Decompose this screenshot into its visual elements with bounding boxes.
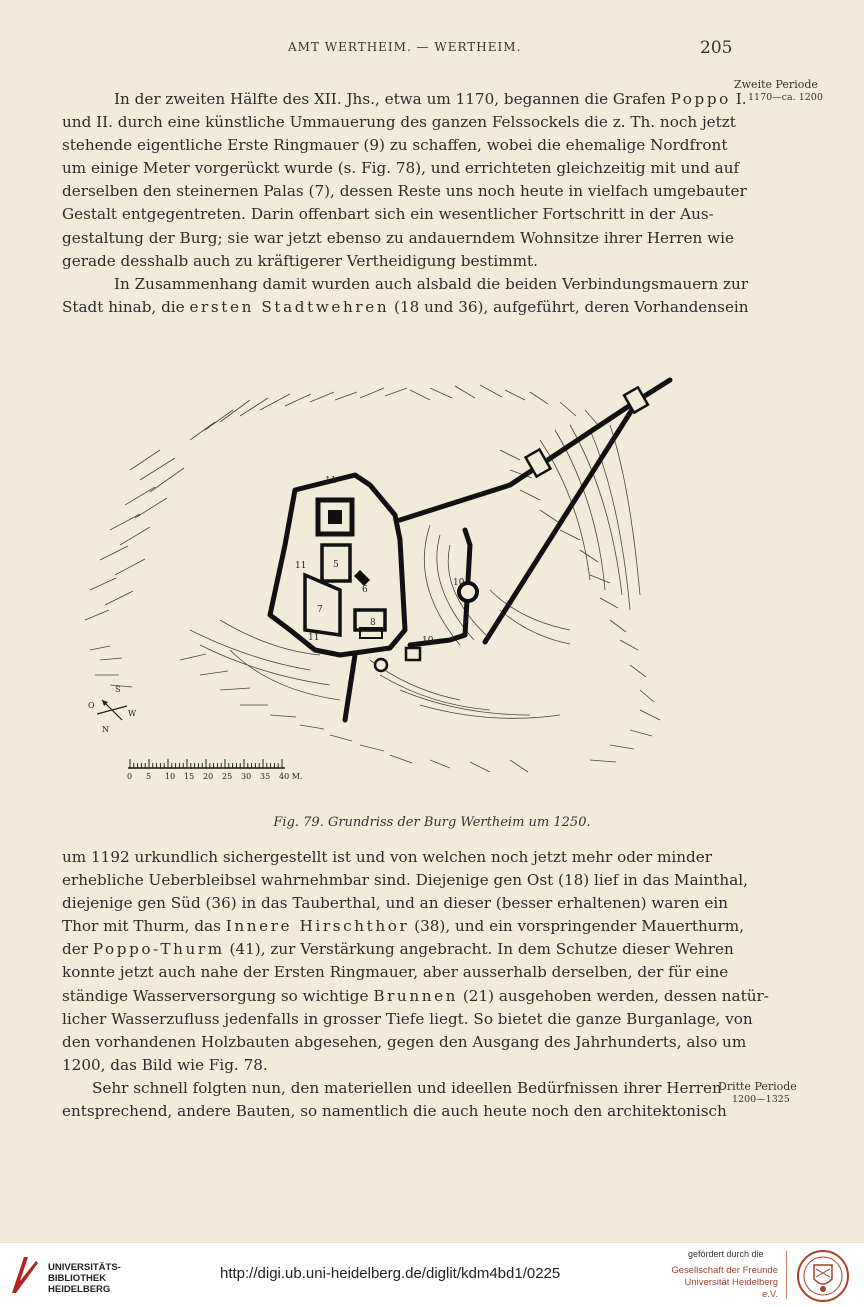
- text-run: der: [62, 940, 93, 959]
- text-line: gestaltung der Burg; sie war jetzt ebenso zu andauerndem Wohnsitze ihrer Herren wie: [62, 228, 734, 247]
- text-line: konnte jetzt auch nahe der Ersten Ringmauer, aber ausserhalb derselben, der für eine: [62, 963, 729, 982]
- text-run: ständige Wasserversorgung so wichtige: [62, 986, 374, 1005]
- text-line: um einige Meter vorgerückt wurde (s. Fig. 78), und errichteten gleichzeitig mit und auf: [62, 159, 740, 178]
- text-run: Thor mit Thurm, das: [62, 917, 226, 936]
- text-line: stehende eigentliche Erste Ringmauer (9) zu schaffen, wobei die ehemalige Nordfront: [62, 136, 728, 155]
- page-number: 205: [700, 38, 733, 58]
- scale-label: 35: [260, 772, 271, 781]
- compass-w: W: [128, 709, 137, 718]
- digitization-footer: [0, 1242, 864, 1307]
- text-line: In Zusammenhang damit wurden auch alsbald die beiden Verbindungsmauern zur: [114, 275, 749, 293]
- paragraph-3: [62, 846, 769, 1077]
- text-line: gerade desshalb auch zu kräftigerer Vertheidigung bestimmt.: [62, 251, 538, 270]
- society-name-line: Gesellschaft der Freunde: [671, 1265, 778, 1276]
- label-5: 5: [333, 560, 339, 570]
- paragraph-1: [62, 88, 747, 273]
- scale-bar: [127, 759, 302, 781]
- compass-s: S: [115, 685, 121, 694]
- paragraph-4: [62, 1077, 726, 1123]
- spaced-term-hirschthor: Innere Hirschthor: [225, 917, 410, 936]
- label-6: 6: [362, 585, 368, 595]
- scale-label: 40 M.: [279, 772, 303, 781]
- text-run: (21) ausgehoben werden, dessen natür-: [458, 986, 769, 1005]
- castle-floor-plan-figure: [70, 330, 720, 805]
- text-line: 1200, das Bild wie Fig. 78.: [62, 1055, 268, 1074]
- text-run: (38), und ein vorspringender Mauerthurm,: [409, 917, 745, 936]
- compass-rose: [88, 685, 137, 734]
- society-name-line: Universität Heidelberg e.V.: [684, 1277, 778, 1300]
- spaced-term-brunnen: Brunnen: [373, 986, 459, 1005]
- text-run: Stadt hinab, die: [62, 298, 190, 317]
- south-connecting-wall: [485, 405, 635, 642]
- compass-n: N: [102, 725, 109, 734]
- keep-core: [328, 510, 342, 524]
- text-line: licher Wasserzufluss jedenfalls in grosser Tiefe liegt. So bietet die ganze Burganlage, von: [62, 1009, 753, 1028]
- label-11-top: 11: [325, 476, 337, 486]
- label-11-left: 11: [295, 561, 307, 571]
- small-structure: [354, 570, 370, 586]
- text-line: um 1192 urkundlich sichergestellt ist und von welchen noch jetzt mehr oder minder: [62, 848, 713, 866]
- running-header: [0, 38, 864, 58]
- spaced-term-stadtwehren: ersten Stadtwehren: [189, 298, 390, 317]
- paragraph-2: [62, 273, 749, 319]
- margin-note-period-3-label: Dritte Periode: [718, 1080, 797, 1093]
- text-line: [62, 985, 769, 1008]
- figure-caption: Fig. 79. Grundriss der Burg Wertheim um 1250.: [273, 815, 591, 830]
- label-8: 8: [370, 618, 376, 628]
- text-line: [62, 915, 745, 938]
- label-10-tower: 10: [453, 578, 465, 588]
- text-run: (41), zur Verstärkung angebracht. In dem Schutze dieser Wehren: [224, 940, 734, 959]
- library-name-line: HEIDELBERG: [48, 1284, 111, 1295]
- text-line: [62, 88, 747, 111]
- footer-divider: [786, 1251, 787, 1299]
- scale-label: 20: [203, 772, 214, 781]
- text-line: und II. durch eine künstliche Ummauerung des ganzen Felssockels die z. Th. noch jetzt: [62, 113, 736, 132]
- well-circle: [375, 659, 387, 671]
- text-line: Sehr schnell folgten nun, den materiellen und ideellen Bedürfnissen ihrer Herren: [92, 1079, 722, 1097]
- text-line: [62, 296, 749, 319]
- society-name: [668, 1265, 778, 1301]
- running-title: AMT WERTHEIM. — WERTHEIM.: [288, 40, 522, 54]
- library-name: [48, 1262, 121, 1295]
- text-run: (18 und 36), aufgeführt, deren Vorhandensein: [389, 298, 749, 317]
- margin-note-period-3-years: 1200—1325: [732, 1094, 790, 1105]
- spaced-term-poppo-thurm: Poppo-Thurm: [92, 940, 225, 959]
- funded-by-label: gefördert durch die: [688, 1249, 764, 1259]
- compass-o: O: [88, 701, 95, 710]
- library-name-line: BIBLIOTHEK: [48, 1273, 107, 1284]
- text-run: I.: [730, 90, 747, 108]
- scale-label: 15: [184, 772, 195, 781]
- label-10-gate: 10: [422, 636, 434, 646]
- permalink-url[interactable]: http://digi.ub.uni-heidelberg.de/diglit/kdm4bd1/0225: [220, 1265, 561, 1282]
- text-run: In der zweiten Hälfte des XII. Jhs., etwa um 1170, begannen die Grafen: [114, 90, 671, 108]
- library-logo-icon: [10, 1253, 40, 1297]
- margin-note-period-2: [734, 78, 823, 104]
- margin-note-period-2-years: 1170—ca. 1200: [748, 92, 823, 103]
- gate-tower: [406, 648, 420, 660]
- text-line: den vorhandenen Holzbauten abgesehen, gegen den Ausgang des Jahrhunderts, also um: [62, 1032, 747, 1051]
- text-line: entsprechend, andere Bauten, so namentlich die auch heute noch den architektonisch: [62, 1102, 727, 1121]
- scale-label: 5: [146, 772, 152, 781]
- text-line: [62, 938, 734, 961]
- scale-label: 0: [127, 772, 133, 781]
- outer-walls: [345, 380, 670, 720]
- spaced-name-poppo: Poppo: [670, 90, 731, 108]
- text-line: derselben den steinernen Palas (7), dessen Reste uns noch heute in vielfach umgebauter: [62, 182, 747, 201]
- text-line: Gestalt entgegentreten. Darin offenbart sich ein wesentlicher Fortschritt in der Aus-: [62, 205, 714, 224]
- south-wall-stub: [345, 655, 355, 720]
- scale-label: 10: [165, 772, 176, 781]
- text-line: erhebliche Ueberbleibsel wahrnehmbar sind. Diejenige gen Ost (18) lief in das Mainthal,: [62, 871, 748, 890]
- label-11-bottom: 11: [308, 633, 320, 643]
- library-name-line: UNIVERSITÄTS-: [48, 1262, 121, 1273]
- margin-note-period-2-label: Zweite Periode: [734, 78, 818, 91]
- scale-label: 30: [241, 772, 252, 781]
- university-seal-icon: [796, 1249, 850, 1303]
- margin-note-period-3: [718, 1080, 797, 1106]
- scale-label: 25: [222, 772, 233, 781]
- text-line: diejenige gen Süd (36) in das Tauberthal, und an dieser (besser erhaltenen) waren ein: [62, 894, 728, 913]
- label-7: 7: [317, 605, 323, 615]
- towers: [375, 387, 648, 671]
